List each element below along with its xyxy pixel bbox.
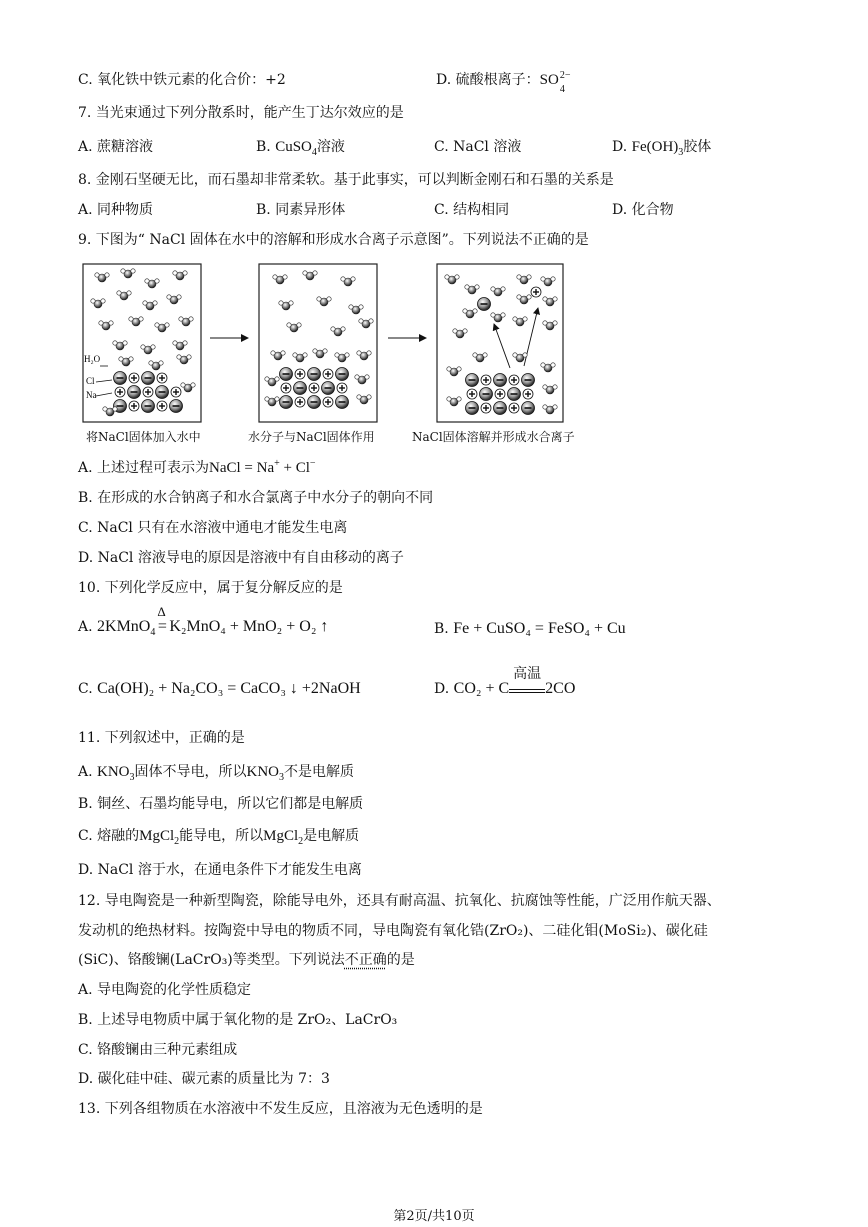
- label-cl: Cl: [86, 376, 95, 386]
- kno3-formula-1: [97, 764, 135, 783]
- mgcl2-sub-1: 2: [174, 836, 180, 847]
- q8-option-c: C. 结构相同: [434, 202, 510, 218]
- sulfate-formula: SO 2− 4: [539, 70, 571, 95]
- mgcl2-sub-2: 2: [298, 836, 304, 847]
- kno3-base-1: KNO: [97, 764, 130, 780]
- mgcl2-formula-2: [263, 828, 304, 847]
- q10-d-left: CO₂ + C: [453, 680, 510, 697]
- q10-d-right: 2CO: [545, 680, 576, 697]
- q10-d-equation: [453, 667, 576, 697]
- dissolution-diagram: [80, 262, 600, 452]
- q10-a-equation: 2KMnO$_4$ Δ = K₂MnO₄ + MnO₂ + O₂ ↑: [97, 604, 329, 639]
- q10-a-right: K₂MnO₄ + MnO₂ + O₂ ↑: [169, 618, 329, 635]
- cuso4-sub: 4: [311, 147, 317, 158]
- q11-option-b: B. 铜丝、石墨均能导电，所以它们都是电解质: [78, 796, 364, 812]
- q7-option-a: A. 蔗糖溶液: [78, 139, 154, 155]
- q12-option-d: D. 碳化硅中硅、碳元素的质量比为 7：3: [78, 1071, 330, 1087]
- q11-option-c: [78, 826, 359, 846]
- heat-equals-sign: Δ =: [157, 604, 167, 635]
- cuso4-formula: [275, 139, 317, 158]
- q10-a-label: A.: [78, 619, 93, 635]
- q10-c-label: C.: [78, 681, 93, 697]
- cl-charge: −: [309, 458, 316, 469]
- q7-stem: 7. 当光束通过下列分散系时，能产生丁达尔效应的是: [78, 105, 404, 121]
- kno3-sub-2: 3: [279, 772, 285, 783]
- q11-c-mid: 能导电，所以: [179, 828, 264, 844]
- caption-panel-3: NaCl固体溶解并形成水合离子: [412, 430, 575, 444]
- q9-option-d: D. NaCl 溶液导电的原因是溶液中有自由移动的离子: [78, 550, 404, 566]
- high-temp-sign: [509, 667, 545, 693]
- nacl-ionization-eq: [209, 460, 316, 476]
- q10-c-equation: Ca(OH)₂ + Na₂CO₃ = CaCO₃ ↓ +2NaOH: [97, 680, 361, 697]
- q7-d-label: D.: [612, 139, 628, 155]
- q10-option-d: [434, 667, 576, 698]
- delta-symbol: Δ: [157, 604, 166, 619]
- q11-c-start: C. 熔融的: [78, 828, 140, 844]
- cuso4-base: CuSO: [275, 139, 312, 155]
- caption-panel-2: 水分子与NaCl固体作用: [248, 430, 375, 444]
- q11-stem: 11. 下列叙述中，正确的是: [78, 730, 245, 746]
- q10-d-label: D.: [434, 681, 450, 697]
- q7-option-d: [612, 137, 711, 157]
- q9-option-b: B. 在形成的水合钠离子和水合氯离子中水分子的朝向不同: [78, 490, 434, 506]
- kno3-sub-1: 3: [129, 772, 135, 783]
- q11-option-a: [78, 762, 354, 782]
- q10-a-left: 2KMnO: [97, 618, 151, 635]
- q11-a-label: A.: [78, 764, 93, 780]
- q10-option-b: [434, 620, 626, 638]
- feoh3-formula: [631, 139, 684, 158]
- q6-option-d: [436, 70, 573, 95]
- q10-option-a: [78, 604, 329, 639]
- q11-a-mid: 固体不导电，所以: [134, 764, 247, 780]
- kno3-base-2: KNO: [246, 764, 280, 780]
- sulfate-base: SO: [539, 72, 559, 88]
- q7-option-b: [256, 137, 345, 157]
- q12-stem-2: 发动机的绝热材料。按陶瓷中导电的物质不同，导电陶瓷有氧化锆(ZrO₂)、二硅化钼(MoSi₂)、碳化硅: [78, 923, 708, 939]
- feoh3-sub: 3: [678, 147, 684, 158]
- nacl-dissolution-figure: [80, 262, 600, 452]
- q8-option-b: B. 同素异形体: [256, 202, 346, 218]
- q9-option-c: C. NaCl 只有在水溶液中通电才能发生电离: [78, 520, 348, 536]
- q13-stem: 13. 下列各组物质在水溶液中不发生反应，且溶液为无色透明的是: [78, 1101, 483, 1117]
- q8-option-a: A. 同种物质: [78, 202, 154, 218]
- q7-b-label: B.: [256, 139, 271, 155]
- page-number: 第2页/共10页: [393, 1209, 475, 1224]
- na-charge: +: [274, 458, 280, 469]
- caption-panel-1: 将NaCl固体加入水中: [86, 430, 201, 444]
- mgcl2-base-1: MgCl: [139, 828, 175, 844]
- label-na: Na: [86, 390, 97, 400]
- q8-stem: 8. 金刚石坚硬无比，而石墨却非常柔软。基于此事实，可以判断金刚石和石墨的关系是: [78, 172, 614, 188]
- kno3-formula-2: [246, 764, 285, 783]
- q11-c-end: 是电解质: [303, 828, 360, 844]
- q12-option-c: C. 铬酸镧由三种元素组成: [78, 1042, 238, 1058]
- q9-a-prefix: A. 上述过程可表示为: [78, 460, 210, 476]
- q6-option-d-prefix: D. 硫酸根离子：: [436, 72, 540, 88]
- feoh3-base: Fe(OH): [631, 139, 679, 155]
- q9-option-a: [78, 458, 316, 478]
- q7-d-suffix: 胶体: [683, 139, 712, 155]
- q11-option-d: D. NaCl 溶于水，在通电条件下才能发生电离: [78, 862, 362, 878]
- q7-option-c: C. NaCl 溶液: [434, 139, 522, 155]
- q12-stem-3a: (SiC)、铬酸镧(LaCrO₃)等类型。下列说法: [78, 952, 345, 968]
- q10-stem: 10. 下列化学反应中，属于复分解反应的是: [78, 580, 343, 596]
- nacl-eq-cl: + Cl: [279, 460, 310, 476]
- q8-option-d: D. 化合物: [612, 202, 674, 218]
- q7-b-suffix: 溶液: [316, 139, 345, 155]
- q11-a-end: 不是电解质: [284, 764, 355, 780]
- q10-b-label: B.: [434, 621, 449, 637]
- q12-option-a: A. 导电陶瓷的化学性质稳定: [78, 982, 252, 998]
- q12-stem-3: [78, 950, 415, 970]
- nacl-eq-left: NaCl = Na: [209, 460, 275, 476]
- q10-option-c: [78, 680, 361, 698]
- q12-emphasis: 不正确: [344, 952, 387, 968]
- mgcl2-base-2: MgCl: [263, 828, 299, 844]
- q6-option-c: C. 氧化铁中铁元素的化合价：+2: [78, 72, 286, 88]
- q12-stem-1: 12. 导电陶瓷是一种新型陶瓷，除能导电外，还具有耐高温、抗氧化、抗腐蚀等性能，广泛用作航天器、: [78, 893, 721, 909]
- label-h2o: H₂O: [84, 354, 101, 364]
- q9-stem: 9. 下图为“ NaCl 固体在水中的溶解和形成水合离子示意图”。下列说法不正确的是: [78, 232, 589, 248]
- high-temp-label: 高温: [513, 667, 542, 682]
- q10-b-equation: Fe + CuSO₄ = FeSO₄ + Cu: [453, 620, 626, 637]
- mgcl2-formula-1: [139, 828, 180, 847]
- q12-option-b: B. 上述导电物质中属于氧化物的是 ZrO₂、LaCrO₃: [78, 1012, 398, 1028]
- q12-stem-3c: 的是: [386, 952, 415, 968]
